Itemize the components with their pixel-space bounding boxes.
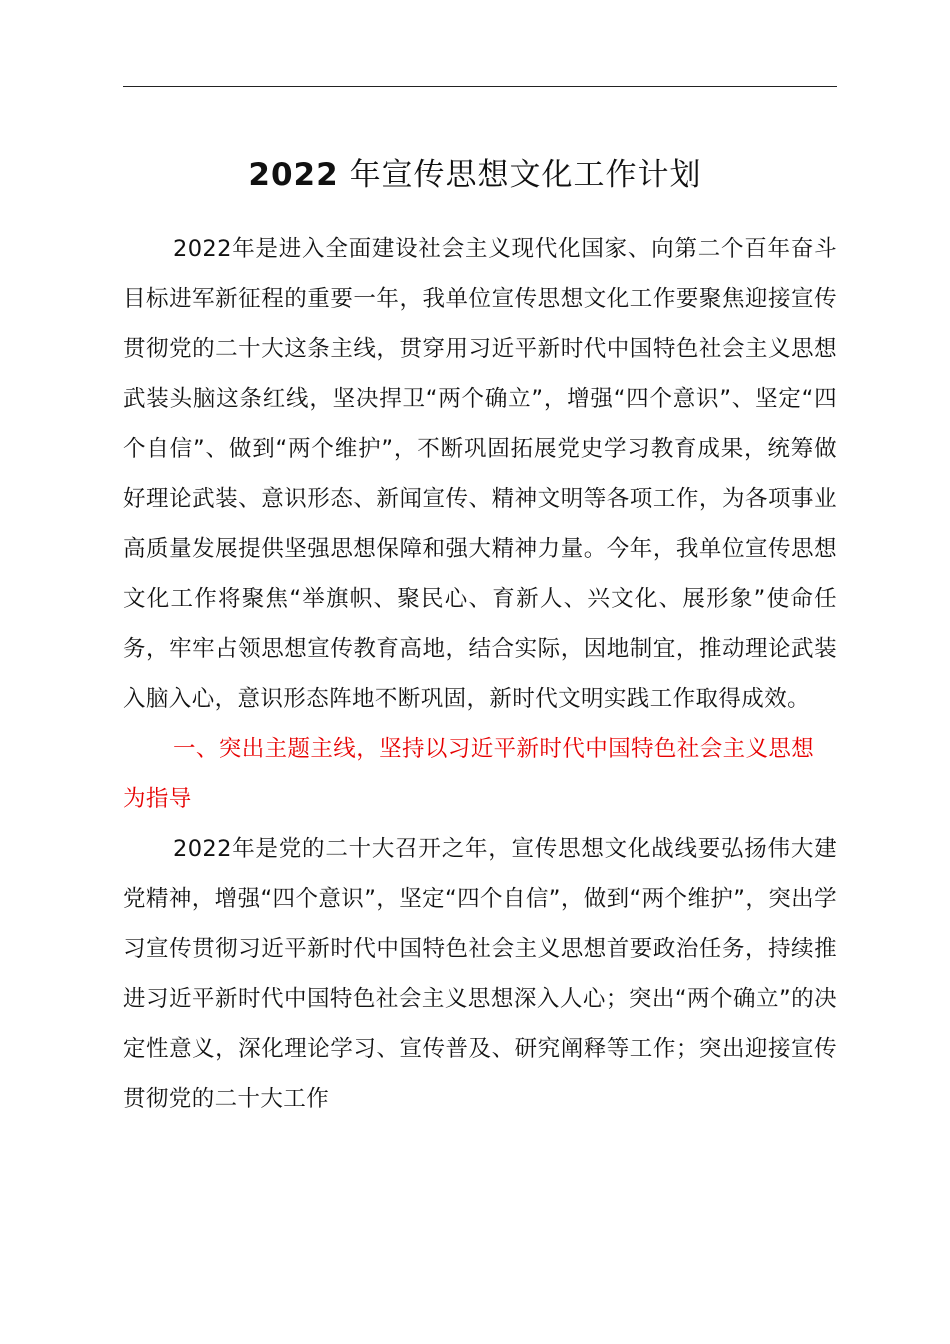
- title-year: 2022: [248, 157, 339, 193]
- intro-paragraph: 2022年是进入全面建设社会主义现代化国家、向第二个百年奋斗目标进军新征程的重要一年，我单位宣传思想文化工作要聚焦迎接宣传贯彻党的二十大这条主线，贯穿用习近平新时代中国特色社会主义思想武装头脑这条红线，坚决捍卫“两个确立”，增强“四个意识”、坚定“四个自信”、做到“两个维护”，不断巩固拓展党史学习教育成果，统筹做好理论武装、意识形态、新闻宣传、精神文明等各项工作，为各项事业高质量发展提供坚强思想保障和强大精神力量。今年，我单位宣传思想文化工作将聚焦“举旗帜、聚民心、育新人、兴文化、展形象”使命任务，牢牢占领思想宣传教育高地，结合实际，因地制宜，推动理论武装入脑入心，意识形态阵地不断巩固，新时代文明实践工作取得成效。: [123, 236, 837, 712]
- section-heading-1: 一、突出主题主线，坚持以习近平新时代中国特色社会主义思想为指导: [123, 736, 815, 812]
- title-text: 年宣传思想文化工作计划: [349, 157, 702, 193]
- section-1-paragraph: 2022年是党的二十大召开之年，宣传思想文化战线要弘扬伟大建党精神，增强“四个意识”，坚定“四个自信”，做到“两个维护”，突出学习宣传贯彻习近平新时代中国特色社会主义思想首要政治任务，持续推进习近平新时代中国特色社会主义思想深入人心；突出“两个确立”的决定性意义，深化理论学习、宣传普及、研究阐释等工作；突出迎接宣传贯彻党的二十大工作: [123, 836, 837, 1112]
- document-title: [0, 150, 950, 200]
- header-rule: [123, 86, 837, 87]
- document-body: [123, 224, 837, 1124]
